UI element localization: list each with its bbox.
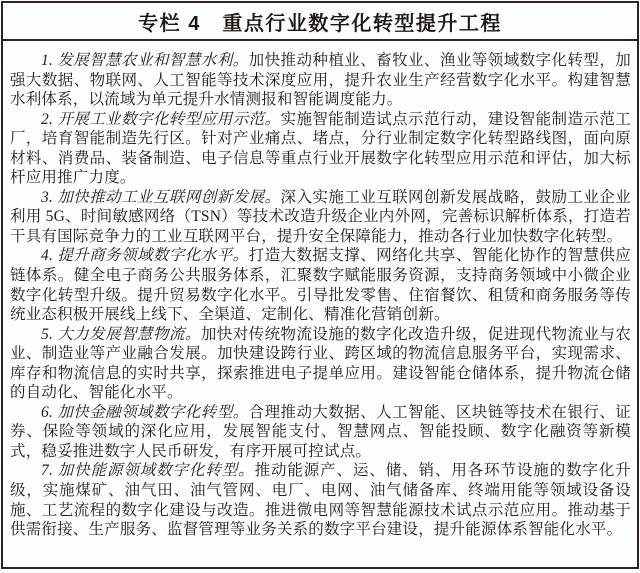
- column-title-row: [3, 3, 637, 41]
- paragraph-lead: 2. 开展工业数字化转型应用示范。: [41, 110, 281, 128]
- paragraph-lead: 4. 提升商务领域数字化水平。: [41, 247, 249, 265]
- paragraph-lead: 5. 大力发展智慧物流。: [41, 325, 201, 343]
- paragraph: [10, 403, 631, 462]
- paragraph-text: 深入实施工业互联网创新发展战略，鼓励工业企业利用 5G、时间敏感网络（TSN）等技术改造升级企业内外网，完善标识解析体系，打造若干具有国际竞争力的工业互联网平台，提升安全保障能力，推动各行业加快数字化转型。: [10, 188, 632, 245]
- paragraph: [10, 461, 631, 539]
- paragraph-text: 合理推动大数据、人工智能、区块链等技术在银行、证券、保险等领域的深化应用，发展智能支付、智慧网点、智能投顾、数字化融资等新模式，稳妥推进数字人民币研发，有序开展可控试点。: [10, 403, 631, 460]
- paragraph: [10, 246, 631, 324]
- paragraph-text: 推动能源产、运、储、销、用各环节设施的数字化升级，实施煤矿、油气田、油气管网、电厂、电网、油气储备库、终端用能等领域设备设施、工艺流程的数字化建设与改造。推进微电网等智慧能源技术试点示范应用。推动基于供需衔接、生产服务、监督管理等业务关系的数字平台建设，提升能源体系智能化水平。: [10, 462, 631, 539]
- paragraph: [10, 325, 631, 403]
- paragraph: [10, 51, 631, 110]
- paragraph-text: 加快推动种植业、畜牧业、渔业等领域数字化转型，加强大数据、物联网、人工智能等技术深度应用，提升农业生产经营数字化水平。构建智慧水利体系，以流域为单元提升水情测报和智能调度能力。: [10, 52, 631, 109]
- column-title: 专栏 4 重点行业数字化转型提升工程: [138, 12, 502, 35]
- column-body: [3, 41, 637, 546]
- paragraph-text: 实施智能制造试点示范行动，建设智能制造示范工厂，培育智能制造先行区。针对产业痛点、堵点，分行业制定数字化转型路线图，面向原材料、消费品、装备制造、电子信息等重点行业开展数字化转型应用示范和评估，加大标杆应用推广力度。: [10, 110, 632, 187]
- paragraph-text: 打造大数据支撑、网络化共享、智能化协作的智慧供应链体系。健全电子商务公共服务体系，汇聚数字赋能服务资源，支持商务领域中小微企业数字化转型升级。提升贸易数字化水平。引导批发零售、住宿餐饮、租赁和商务服务等传统业态积极开展线上线下、全渠道、定制化、精准化营销创新。: [10, 247, 631, 324]
- paragraph-lead: 3. 加快推动工业互联网创新发展。: [41, 188, 281, 206]
- paragraph-lead: 7. 加快能源领域数字化转型。: [41, 462, 255, 480]
- column-box: [1, 1, 639, 569]
- paragraph: [10, 188, 631, 247]
- paragraph: [10, 110, 631, 188]
- paragraph-lead: 1. 发展智慧农业和智慧水利。: [41, 52, 249, 69]
- paragraph-text: 加快对传统物流设施的数字化改造升级，促进现代物流业与农业、制造业等产业融合发展。加快建设跨行业、跨区域的物流信息服务平台，实现需求、库存和物流信息的实时共享，探索推进电子提单应用。建设智能仓储体系，提升物流仓储的自动化、智能化水平。: [10, 325, 632, 402]
- paragraph-lead: 6. 加快金融领域数字化转型。: [41, 403, 249, 421]
